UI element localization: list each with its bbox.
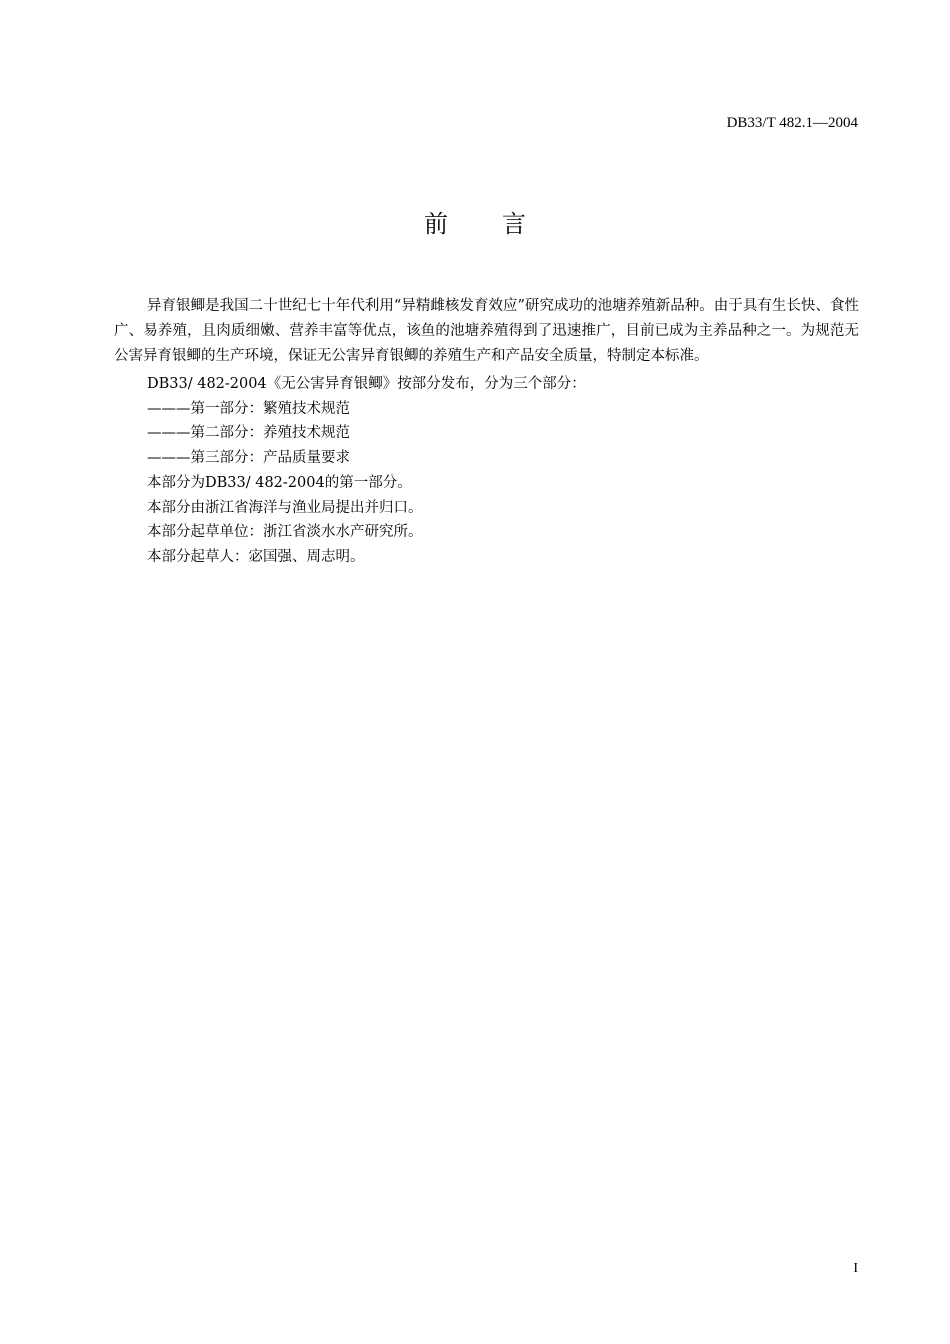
foreword-body bbox=[114, 294, 859, 570]
part-one-line: ———第一部分：繁殖技术规范 bbox=[147, 400, 350, 417]
proposer-line: 本部分由浙江省海洋与渔业局提出并归口。 bbox=[147, 499, 423, 516]
part-two-line: ———第二部分：养殖技术规范 bbox=[147, 425, 350, 442]
page-number: I bbox=[853, 1261, 858, 1276]
page-title: 前言 bbox=[424, 210, 580, 238]
part-three-line: ———第三部分：产品质量要求 bbox=[147, 450, 350, 467]
standard-code: DB33/T 482.1—2004 bbox=[726, 115, 858, 131]
drafting-unit-line: 本部分起草单位：浙江省淡水水产研究所。 bbox=[147, 524, 423, 541]
this-part-line: 本部分为DB33/ 482-2004的第一部分。 bbox=[147, 474, 412, 491]
drafters-line: 本部分起草人：宓国强、周志明。 bbox=[147, 548, 365, 565]
publication-parts-line: DB33/ 482-2004《无公害异育银鲫》按部分发布，分为三个部分： bbox=[147, 376, 586, 392]
intro-paragraph: 异育银鲫是我国二十世纪七十年代利用“异精雌核发育效应”研究成功的池塘养殖新品种。由于具有生长快、食性广、易养殖，且肉质细嫩、营养丰富等优点，该鱼的池塘养殖得到了迅速推广，目前已成为主养品种之一。为规范无公害异育银鲫的生产环境，保证无公害异育银鲫的养殖生产和产品安全质量，特制定本标准。 bbox=[114, 298, 859, 364]
